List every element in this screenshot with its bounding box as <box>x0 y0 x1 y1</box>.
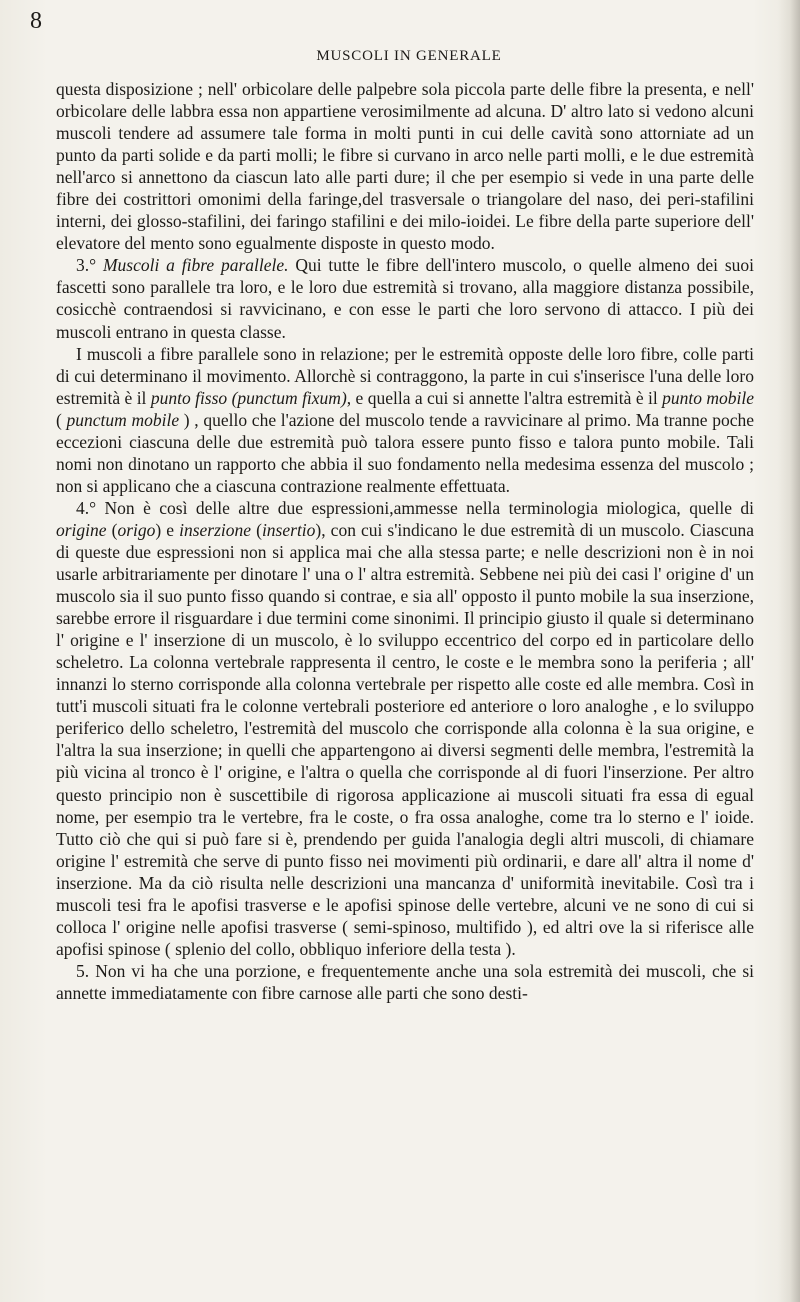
running-title: MUSCOLI IN GENERALE <box>316 48 502 64</box>
text-run: I muscoli a fibre parallele sono in relazione; per le estremità opposte delle loro fibre, colle parti di cui determinano il movimento. Allorchè si contraggono, la parte in cui s'inserisce l'una delle loro estremità è il <box>56 343 754 408</box>
paragraph <box>56 254 754 342</box>
italic-text: origo <box>117 519 156 540</box>
italic-text: punto fisso (punctum fixum) <box>150 387 347 408</box>
paragraph <box>56 960 754 1004</box>
page-number: 8 <box>30 8 42 34</box>
italic-text: insertio <box>261 519 316 540</box>
text-run: ( <box>251 519 262 540</box>
text-run: Qui tutte le fibre dell'intero muscolo, o quelle almeno dei suoi fascetti sono parallele tra loro, e le loro due estremità si trovano, alla maggiore distanza possibile, cosicchè contraendosi si ravvicinano, e con esse le parti che loro servono di attacco. I più dei muscoli entrano in questa classe. <box>56 255 755 342</box>
text-run: 4.° Non è così delle altre due espressioni,ammesse nella terminologia miologica, quelle di <box>76 497 754 518</box>
paragraph <box>56 343 754 497</box>
page-edge-shadow <box>778 0 800 1302</box>
text-run: 5. Non vi ha che una porzione, e frequentemente anche una sola estremità dei muscoli, che si annette immediatamente con fibre carnose alle parti che sono desti- <box>56 960 754 1003</box>
paragraph <box>56 78 754 254</box>
text-run: , e quella a cui si annette l'altra estremità è il <box>346 387 663 408</box>
body-text <box>56 78 754 1004</box>
text-run: ) e <box>155 519 180 540</box>
text-run: ( <box>106 519 118 540</box>
italic-text: inserzione <box>179 519 252 540</box>
italic-text: Muscoli a fibre parallele. <box>102 255 289 276</box>
text-run: 3.° <box>76 255 103 276</box>
italic-text: punctum mobile <box>66 409 180 430</box>
text-run: questa disposizione ; nell' orbicolare delle palpebre sola piccola parte delle fibre la presenta, e nell' orbicolare delle labbra essa non appartiene verosimilmente ad alcuna. D' altro lato si vedono alcuni muscoli tendere ad assumere tale forma in molti punti in cui delle cavità sono attorniate ad un punto da parti solide e da parti molli; le fibre si curvano in arco nelle parti molli, e le due estremità nell'arco si annettono da ciascun lato alle parti dure; il che per esempio si vede in una parte delle fibre dei costrittori omonimi della faringe,del trasversale o triangolare del naso, dei peri-stafilini interni, dei glosso-stafilini, dei faringo stafilini e dei milo-ioidei. Le fibre della parte superiore dell' elevatore del mento sono egualmente disposte in questo modo. <box>56 79 754 254</box>
italic-text: punto mobile <box>662 387 754 408</box>
paragraph <box>56 497 754 960</box>
text-run: ), con cui s'indicano le due estremità di un muscolo. Ciascuna di queste due espressioni non si applica mai che alla stessa parte; e nelle descrizioni non è in noi usarle arbitrariamente per dinotare l' una o l' altra estremità. Sebbene nei più dei casi l' origine d' un muscolo sia il suo punto fisso quando si contrae, e sia all' opposto il punto mobile la sua inserzione, sarebbe errore il risguardare i due termini come sinonimi. Il principio giusto il quale si determinano l' origine e l' inserzione di un muscolo, è lo sviluppo eccentrico del corpo ed in particolare dello scheletro. La colonna vertebrale rappresenta il centro, le coste e le membra sono la periferia ; all' innanzi lo sterno corrisponde alla colonna vertebrale per rispetto alle coste ed alle membra. Così in tutt'i muscoli situati fra le colonne vertebrali posteriore ed anteriore o loro analoghe , e lo sviluppo periferico dello scheletro, l'estremità del muscolo che corrisponde alla colonna è la sua origine, e l'altra la sua inserzione; in quelli che appartengono ai diversi segmenti delle membra, l'estremità la più vicina al tronco è l' origine, e l'altra o quella che corrisponde al di fuori l'inserzione. Per altro questo principio non è suscettibile di rigorosa applicazione ai muscoli situati fra essa di egual nome, per esempio tra le vertebre, fra le coste, o fra ossa analoghe, come tra lo sterno e l' ioide. Tutto ciò che qui si può fare si è, prendendo per guida l'analogia degli altri muscoli, di chiamare origine l' estremità che serve di punto fisso nei movimenti più ordinarii, e dare all' altra il nome d' inserzione. Ma da ciò risulta nelle descrizioni una mancanza d' uniformità inevitabile. Così tra i muscoli tesi fra le apofisi trasverse e le apofisi spinose delle vertebre, alcuni ve ne sono di cui si colloca l' origine nelle apofisi trasverse ( semi-spinoso, multifido ), ed altri ove la si riferisce alle apofisi spinose ( splenio del collo, obbliquo inferiore della testa ). <box>56 519 754 959</box>
italic-text: origine <box>56 519 107 540</box>
text-run: ) , quello che l'azione del muscolo tende a ravvicinare al primo. Ma tranne poche eccezioni ciascuna delle due estremità può talora essere punto fisso e talora punto mobile. Tali nomi non dinotano un rapporto che abbia il suo fondamento nella medesima essenza del muscolo ; non si applicano che a ciascuna contrazione realmente effettuata. <box>56 409 754 496</box>
text-run: ( <box>56 409 67 430</box>
